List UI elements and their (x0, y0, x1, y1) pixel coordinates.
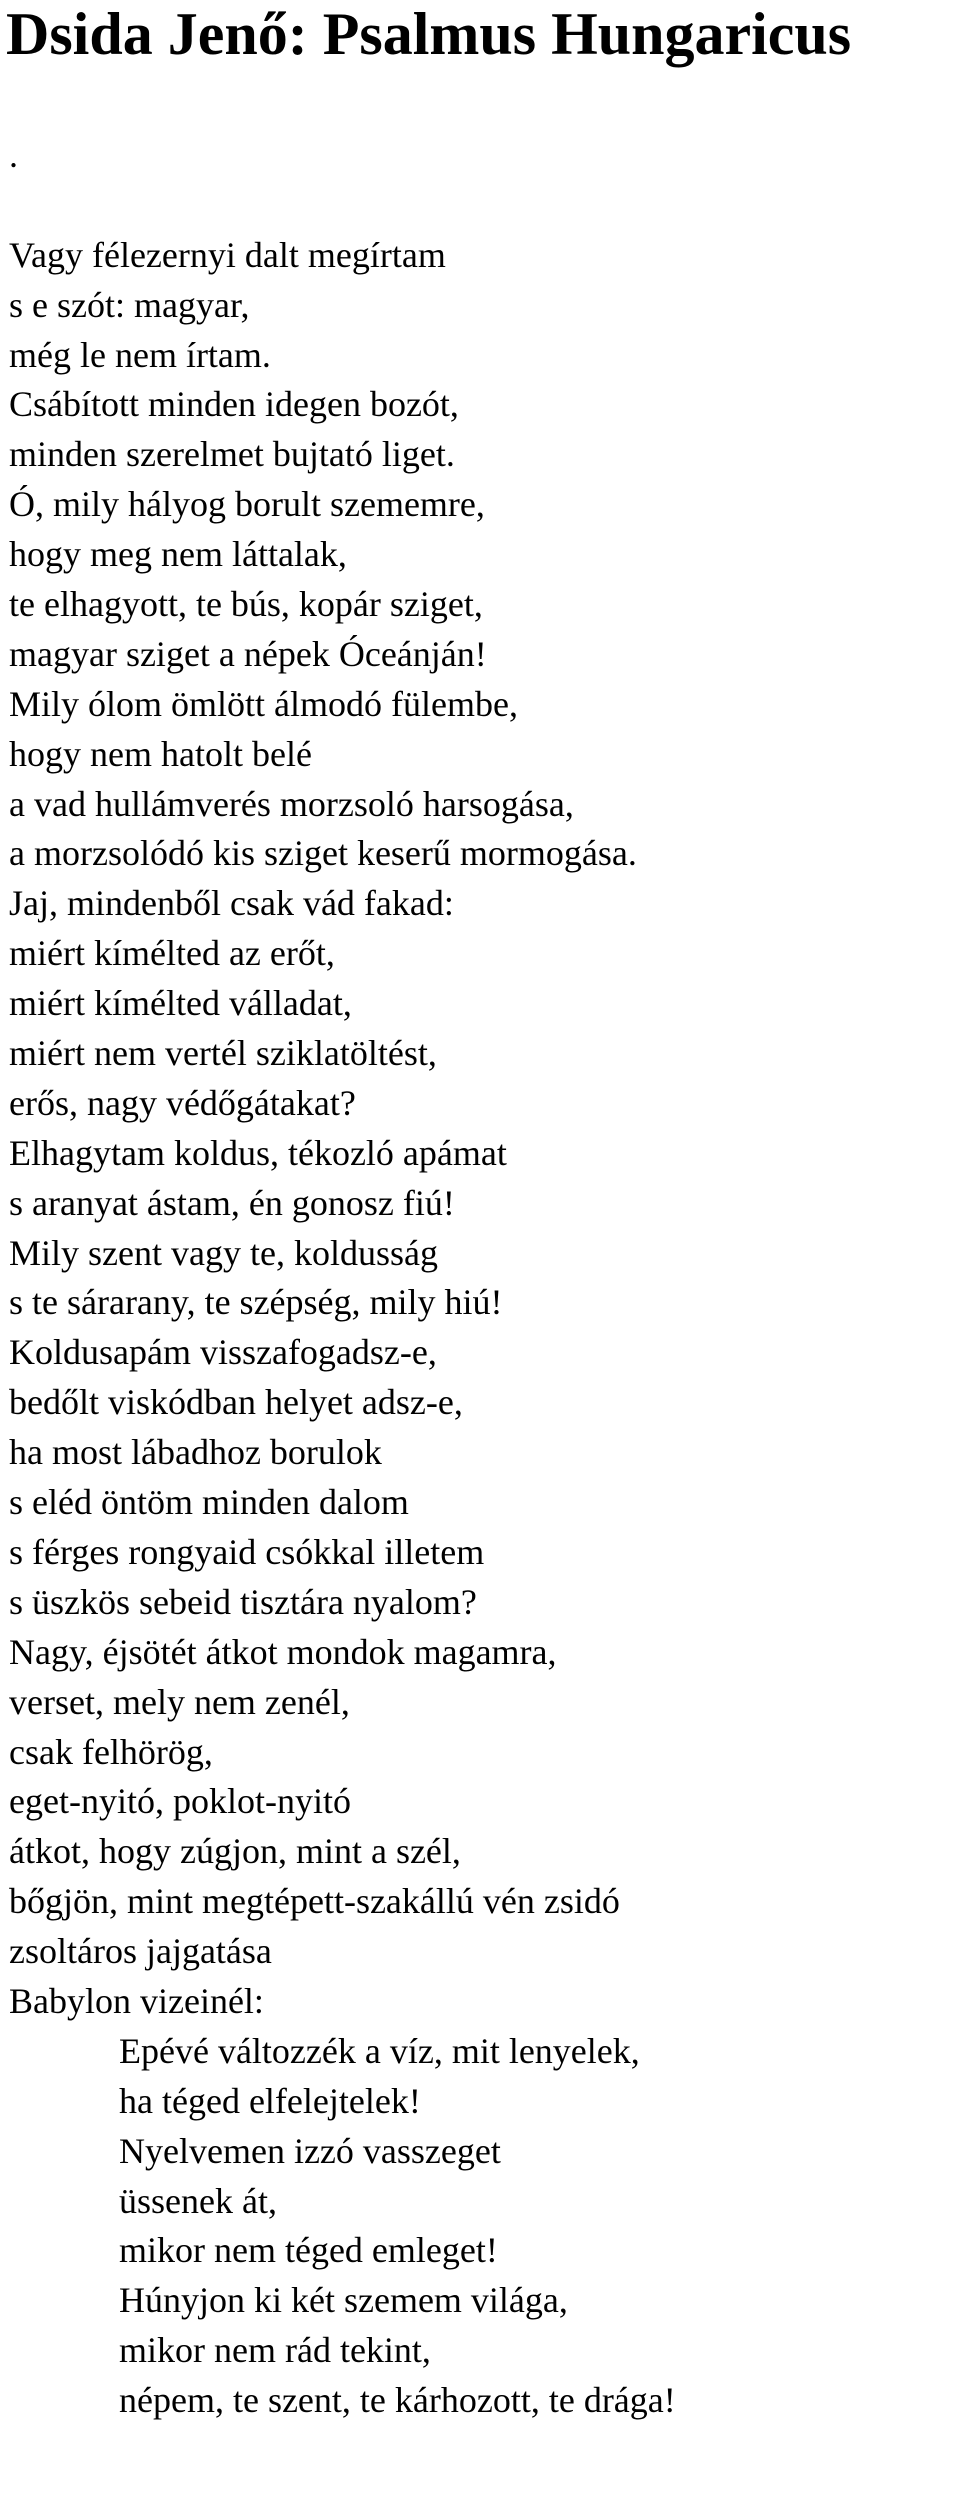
poem-line: s eléd öntöm minden dalom (9, 1482, 409, 1523)
poem-line: Epévé változzék a víz, mit lenyelek, (119, 2030, 640, 2071)
poem-line: mikor nem rád tekint, (119, 2330, 431, 2371)
poem-line: mikor nem téged emleget! (119, 2230, 498, 2271)
poem-line: eget-nyitó, poklot-nyitó (9, 1781, 351, 1822)
poem-line: Jaj, mindenből csak vád fakad: (9, 883, 454, 924)
poem-title: Dsida Jenő: Psalmus Hungaricus (6, 1, 852, 67)
poem-line: magyar sziget a népek Óceánján! (9, 633, 487, 674)
poem-line: miért kímélted válladat, (9, 983, 352, 1024)
poem-line: ha téged elfelejtelek! (119, 2080, 421, 2121)
poem-line: Koldusapám visszafogadsz-e, (9, 1332, 437, 1373)
poem-line: s férges rongyaid csókkal illetem (9, 1531, 485, 1572)
poem-line: Ó, mily hályog borult szememre, (9, 484, 485, 525)
poem-line: népem, te szent, te kárhozott, te drága! (119, 2380, 676, 2421)
poem-line: s üszkös sebeid tisztára nyalom? (9, 1581, 477, 1622)
poem-line: verset, mely nem zenél, (9, 1681, 350, 1722)
poem-line: átkot, hogy zúgjon, mint a szél, (9, 1831, 461, 1872)
poem-line: s te sárarany, te szépség, mily hiú! (9, 1282, 503, 1323)
poem-line: hogy meg nem láttalak, (9, 534, 347, 575)
poem-line: s e szót: magyar, (9, 284, 250, 325)
poem-line: Mily szent vagy te, koldusság (9, 1232, 438, 1273)
poem-line: Csábított minden idegen bozót, (9, 384, 459, 425)
poem-line: ha most lábadhoz borulok (9, 1432, 382, 1473)
poem-line: bőgjön, mint megtépett-szakállú vén zsidó (9, 1881, 620, 1922)
poem-line: erős, nagy védőgátakat? (9, 1082, 356, 1123)
poem-line: miért nem vertél sziklatöltést, (9, 1033, 437, 1074)
poem-line: Nyelvemen izzó vasszeget (119, 2130, 501, 2171)
poem-line: Mily ólom ömlött álmodó fülembe, (9, 683, 518, 724)
poem-line: Vagy félezernyi dalt megírtam (9, 234, 446, 275)
poem-line: bedőlt viskódban helyet adsz-e, (9, 1382, 463, 1423)
poem-line: Babylon vizeinél: (9, 1980, 264, 2021)
poem-line (9, 181, 676, 231)
poem-line: még le nem írtam. (9, 334, 271, 375)
poem-line: Húnyjon ki két szemem világa, (119, 2280, 568, 2321)
poem-line: zsoltáros jajgatása (9, 1931, 272, 1972)
poem-line: Nagy, éjsötét átkot mondok magamra, (9, 1631, 557, 1672)
poem-line: a morzsolódó kis sziget keserű mormogása. (9, 833, 637, 874)
poem-line: miért kímélted az erőt, (9, 933, 335, 974)
poem-body (9, 131, 676, 2426)
poem-line: s aranyat ástam, én gonosz fiú! (9, 1182, 455, 1223)
poem-line: Elhagytam koldus, tékozló apámat (9, 1132, 507, 1173)
poem-line: . (9, 135, 18, 175)
poem-line: a vad hullámverés morzsoló harsogása, (9, 783, 574, 824)
poem-line: minden szerelmet bujtató liget. (9, 434, 455, 475)
poem-line: hogy nem hatolt belé (9, 733, 312, 774)
poem-line: csak felhörög, (9, 1731, 213, 1772)
poem-line: üssenek át, (119, 2180, 277, 2221)
poem-line: te elhagyott, te bús, kopár sziget, (9, 584, 483, 625)
